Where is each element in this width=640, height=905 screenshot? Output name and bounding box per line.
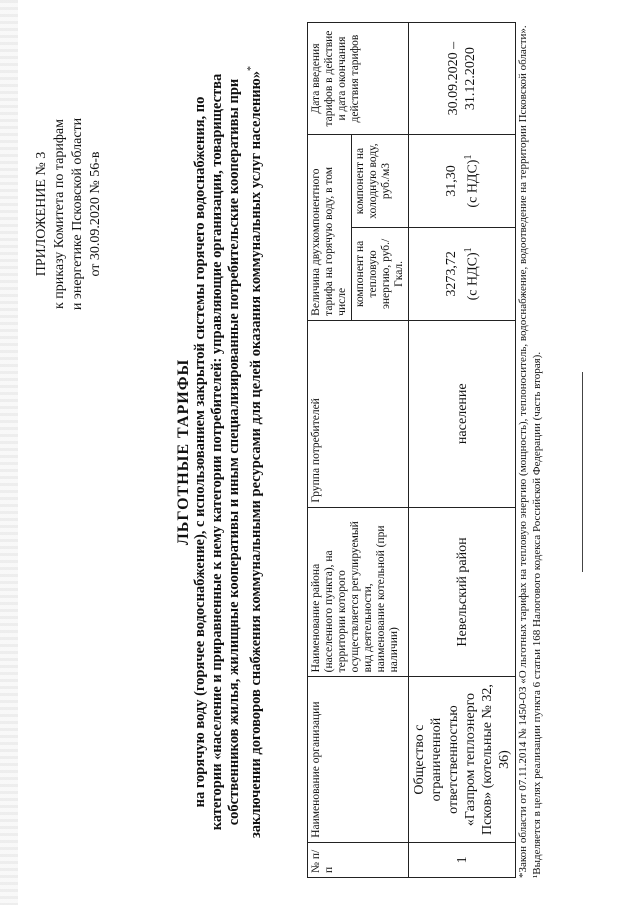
water-value: 31,30 [443, 165, 459, 197]
water-vat-marker: 1 [462, 154, 474, 160]
energy-vat-text: (с НДС) [465, 252, 481, 301]
footnotes [517, 22, 545, 878]
header-water: компонент на холодную воду, руб./м3 [352, 135, 409, 228]
header-energy: компонент на тепловую энергию, руб./Гкал. [352, 227, 409, 320]
header-org: Наименование организации [308, 677, 409, 842]
energy-vat-marker: 1 [462, 247, 474, 253]
energy-vat [460, 232, 482, 316]
document-title [175, 12, 265, 892]
cell-num: 1 [409, 842, 516, 877]
title-line-4 [243, 12, 265, 892]
footnote-star: *Закон области от 07.11.2014 № 1450-ОЗ «О льготных тарифах на тепловую энергию (мощность), теплоноситель, водоснабжение, водоотведение на территории Псковской области». [517, 25, 529, 878]
header-group: Группа потребителей [308, 320, 409, 507]
title-line-4-text: заключении договоров снабжения коммунальными ресурсами для целей оказания коммунальных услуг населению» [247, 71, 264, 839]
header-dates: Дата введения тарифов в действие и дата окончания действия тарифов [308, 23, 409, 135]
title-heading: ЛЬГОТНЫЕ ТАРИФЫ [175, 358, 192, 546]
table-row [409, 23, 516, 878]
document-page [27, 12, 617, 892]
signature-line [582, 372, 583, 572]
header-num: № п/п [308, 842, 409, 877]
cell-water [409, 135, 516, 228]
cell-district: Невельский район [409, 507, 516, 677]
cell-dates: 30.09.2020 – 31.12.2020 [409, 23, 516, 135]
footnote-one: ¹Выделяется в целях реализации пункта 6 статьи 168 Налогового кодекса Российской Федерации (часть вторая). [531, 351, 543, 878]
appendix-line-3: и энергетике Псковской области [70, 117, 85, 311]
tariff-table [307, 22, 516, 878]
appendix-date: от 30.09.2020 № 56-в [88, 151, 103, 277]
scan-edge [0, 0, 18, 905]
title-footnote-marker: * [246, 66, 257, 71]
header-district: Наименование района (населенного пункта), на территории которого осуществляется регулируемый вид деятельности, наименование котельной (при наличии) [308, 507, 409, 677]
water-vat-text: (с НДС) [465, 159, 481, 208]
energy-value: 3273,72 [443, 251, 459, 297]
cell-energy [409, 227, 516, 320]
title-line-1: на горячую воду (горячее водоснабжение), с использованием закрытой системы горячего водоснабжения, по [192, 96, 208, 808]
cell-group: население [409, 320, 516, 507]
title-line-3: собственников жилья, жилищные кооперативы и иным специализированные потребительские кооперативы при [226, 78, 242, 826]
title-line-2: категории «население и приравненные к нему категории потребителей: управляющие организации, товарищества [209, 73, 225, 831]
appendix-number: ПРИЛОЖЕНИЕ № 3 [34, 151, 49, 277]
appendix-line-2: к приказу Комитета по тарифам [52, 118, 67, 310]
water-vat [460, 139, 482, 223]
appendix-block [33, 64, 105, 364]
cell-org: Общество с ограниченной ответственностью «Газпром теплоэнерго Псков» (котельные № 32, 36) [409, 677, 516, 842]
header-tariff: Величина двухкомпонентного тарифа на горячую воду, в том числе [308, 135, 352, 321]
table-header-row [308, 23, 352, 878]
